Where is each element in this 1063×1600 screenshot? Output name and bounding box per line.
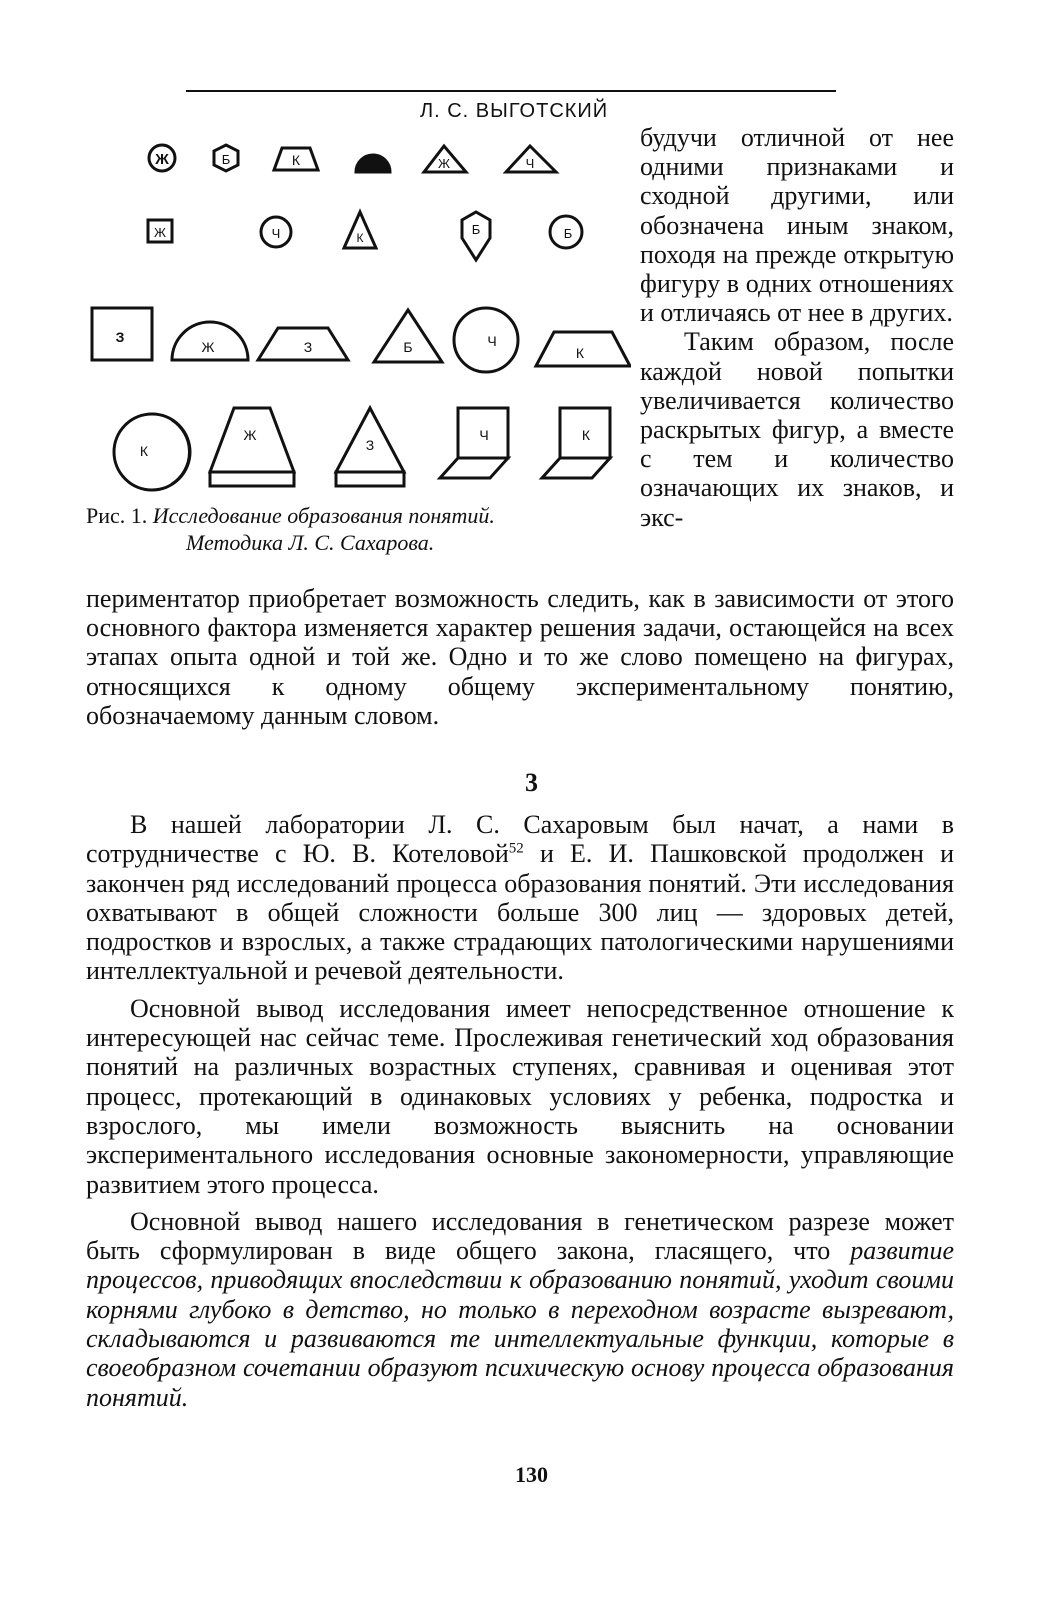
svg-text:Ж: Ж [437, 156, 451, 171]
svg-text:Ч: Ч [479, 427, 489, 443]
italic-conclusion: развитие процессов, приводящих впоследствии к образованию понятий, уходит своими корнями глубоко в детство, но только в переходном возрасте вызревают, складываются и развиваются те интеллектуальные функции, которые в своеобразном сочетании образуют психическую основу процесса образования понятий. [86, 1236, 954, 1412]
svg-text:К: К [575, 345, 585, 361]
svg-text:К: К [291, 152, 301, 168]
svg-text:Ж: Ж [153, 225, 167, 240]
figure-caption [86, 502, 631, 556]
footnote-ref: 52 [508, 840, 524, 857]
small-semicircle-shape [356, 155, 390, 172]
side-paragraph-2: Таким образом, после каждой новой попытки увеличивается количество раскрытых фигур, а вместе с тем и количество означающих их знаков, и экс- [640, 327, 954, 532]
continuation-paragraph: периментатор приобретает возможность следить, как в зависимости от этого основного фактора изменяется характер решения задачи, остающейся на всех этапах опыта одной и той же. Одно и то же слово помещено на фигурах, относящихся к одному общему экспериментальному понятию, обозначаемому данным словом. [86, 584, 954, 730]
svg-text:Б: Б [471, 222, 481, 237]
section-number: 3 [525, 768, 538, 797]
svg-text:К: К [356, 231, 364, 245]
svg-text:Ч: Ч [525, 156, 535, 171]
caption-line2: Методика Л. С. Сахарова. [186, 530, 435, 555]
svg-text:К: К [139, 443, 149, 459]
svg-text:Ч: Ч [487, 333, 497, 349]
row1-figures [149, 145, 556, 172]
body-paragraph-1: В нашей лаборатории Л. С. Сахаровым был начат, а нами в сотрудничестве с Ю. В. Котеловой$^{52}$ и Е. И. Пашковской продолжен и закончен ряд исследований процесса образования понятий. Эти исследования охватывают в общей сложности больше 300 лиц — здоровых детей, подростков и взрослых, а также страдающих патологическими нарушениями интеллектуальной и речевой деятельности. [86, 810, 955, 986]
svg-text:Ж: Ж [155, 151, 169, 168]
body-paragraph-2: Основной вывод исследования имеет непосредственное отношение к интересующей нас сейчас теме. Прослеживая генетический ход образования понятий на различных возрастных ступенях, сравнивая и оценивая этот процесс, протекающий в одинаковых условиях у ребенка, подростка и взрослого, мы имели возможность выяснить на основании экспериментального исследования основные закономерности, управляющие развитием этого процесса. [86, 993, 954, 1199]
body-paragraph-3: Основной вывод нашего исследования в генетическом разрезе может быть сформулирован в виде общего закона, гласящего, что развитие процессов, приводящих впоследствии к образованию понятий, уходит своими корнями глубоко в детство, но только в переходном возрасте вызревают, складываются и развиваются те интеллектуальные функции, которые в своеобразном сочетании образуют психическую основу процесса образования понятий. [86, 1206, 954, 1412]
row3-figures [92, 308, 630, 372]
side-paragraph-1: будучи отличной от нее одними признаками и сходной другими, или обозначена иным знаком, походя на прежде открытую фигуру в одних отношениях и отличаясь от нее в других. [640, 123, 954, 328]
row2-figures [148, 212, 582, 260]
svg-text:З: З [303, 339, 313, 355]
header-rule [186, 90, 836, 92]
circle-depth-shape [172, 420, 190, 484]
tall-square-base-2 [542, 458, 610, 478]
figure-sakharov-blocks [86, 130, 631, 500]
svg-text:З: З [365, 437, 375, 453]
svg-text:Б: Б [403, 339, 413, 355]
medium-circle-shape [454, 308, 518, 372]
side-column [640, 123, 954, 532]
caption-text: Исследование образования понятий. [152, 503, 495, 528]
svg-text:К: К [581, 427, 591, 443]
svg-text:З: З [115, 329, 125, 345]
main-text [86, 810, 954, 1420]
svg-text:Б: Б [221, 152, 231, 167]
tall-square-base [440, 458, 508, 478]
tall-trapezoid-base [210, 472, 294, 486]
row4-figures [114, 408, 610, 490]
svg-text:Ч: Ч [271, 226, 281, 241]
caption-number: Рис. 1. [86, 503, 148, 528]
running-header: Л. С. ВЫГОТСКИЙ [420, 100, 609, 122]
tall-triangle-base [336, 472, 404, 486]
svg-text:Ж: Ж [201, 339, 215, 355]
page-number: 130 [515, 1462, 548, 1487]
svg-text:Ж: Ж [243, 427, 257, 443]
svg-text:Б: Б [563, 226, 573, 241]
